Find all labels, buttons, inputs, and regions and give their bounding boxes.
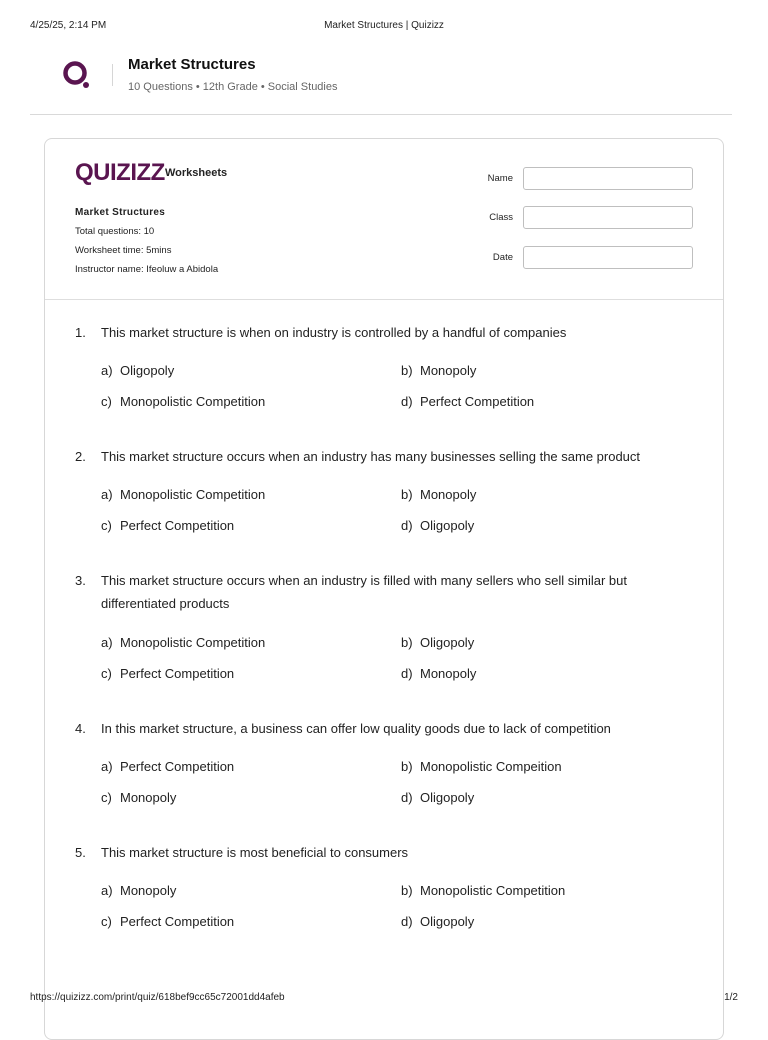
quiz-title: Market Structures [128,56,256,73]
question-number: 4. [75,721,86,736]
print-footer [30,992,738,1006]
option-b: b) Monopoly [401,487,477,502]
question-text: This market structure is when on industry is controlled by a handful of companies [101,325,567,340]
print-url[interactable]: https://quizizz.com/print/quiz/618bef9cc65c72001dd4afeb [30,992,285,1003]
option-a: a) Oligopoly [101,363,175,378]
question-text: In this market structure, a business can offer low quality goods due to lack of competition [101,721,611,736]
question-text: This market structure occurs when an industry has many businesses selling the same product [101,449,641,464]
quizizz-wordmark [75,159,165,187]
name-field-row [473,167,693,189]
date-label: Date [492,252,513,263]
print-title: Market Structures | Quizizz [324,20,444,31]
quizizz-logo-icon [62,60,92,90]
option-b: b) Oligopoly [401,635,475,650]
print-datetime: 4/25/25, 2:14 PM [30,20,107,31]
class-input[interactable] [523,206,693,229]
class-label: Class [489,212,513,223]
option-a: a) Monopolistic Competition [101,635,266,650]
name-input[interactable] [523,167,693,190]
page-number: 1/2 [724,992,738,1003]
question-number: 3. [75,573,86,588]
quiz-meta: 10 Questions • 12th Grade • Social Studies [128,81,338,93]
option-d: d) Oligopoly [401,914,475,929]
total-questions: Total questions: 10 [75,226,155,237]
option-c: c) Perfect Competition [101,666,235,681]
quiz-header [30,48,732,115]
option-b: b) Monopoly [401,363,477,378]
date-field-row [473,246,693,268]
option-c: c) Monopolistic Competition [101,394,266,409]
option-d: d) Oligopoly [401,790,475,805]
date-input[interactable] [523,246,693,269]
name-label: Name [487,173,513,184]
worksheet-card [44,138,724,1040]
worksheet-header [45,139,723,300]
option-c: c) Monopoly [101,790,177,805]
print-header [30,20,738,34]
option-b: b) Monopolistic Compeition [401,759,562,774]
question-number: 1. [75,325,86,340]
option-d: d) Monopoly [401,666,477,681]
instructor-name: Instructor name: Ifeoluw a Abidola [75,264,219,275]
header-divider [112,64,113,86]
question-number: 2. [75,449,86,464]
option-a: a) Monopoly [101,883,177,898]
option-a: a) Monopolistic Competition [101,487,266,502]
option-d: d) Oligopoly [401,518,475,533]
class-field-row [473,206,693,228]
question-number: 5. [75,845,86,860]
option-c: c) Perfect Competition [101,914,235,929]
question-text: This market structure occurs when an industry is filled with many sellers who sell similar but differentiated products [101,573,627,611]
worksheet-time: Worksheet time: 5mins [75,245,172,256]
worksheet-title: Market Structures [75,207,166,218]
option-b: b) Monopolistic Competition [401,883,566,898]
worksheet-info [75,203,218,279]
option-a: a) Perfect Competition [101,759,235,774]
brand-subtitle: Worksheets [165,167,228,179]
question-text: This market structure is most beneficial to consumers [101,845,409,860]
option-d: d) Perfect Competition [401,394,535,409]
brand-wordmark: QUIZIZZ [75,159,165,186]
option-c: c) Perfect Competition [101,518,235,533]
